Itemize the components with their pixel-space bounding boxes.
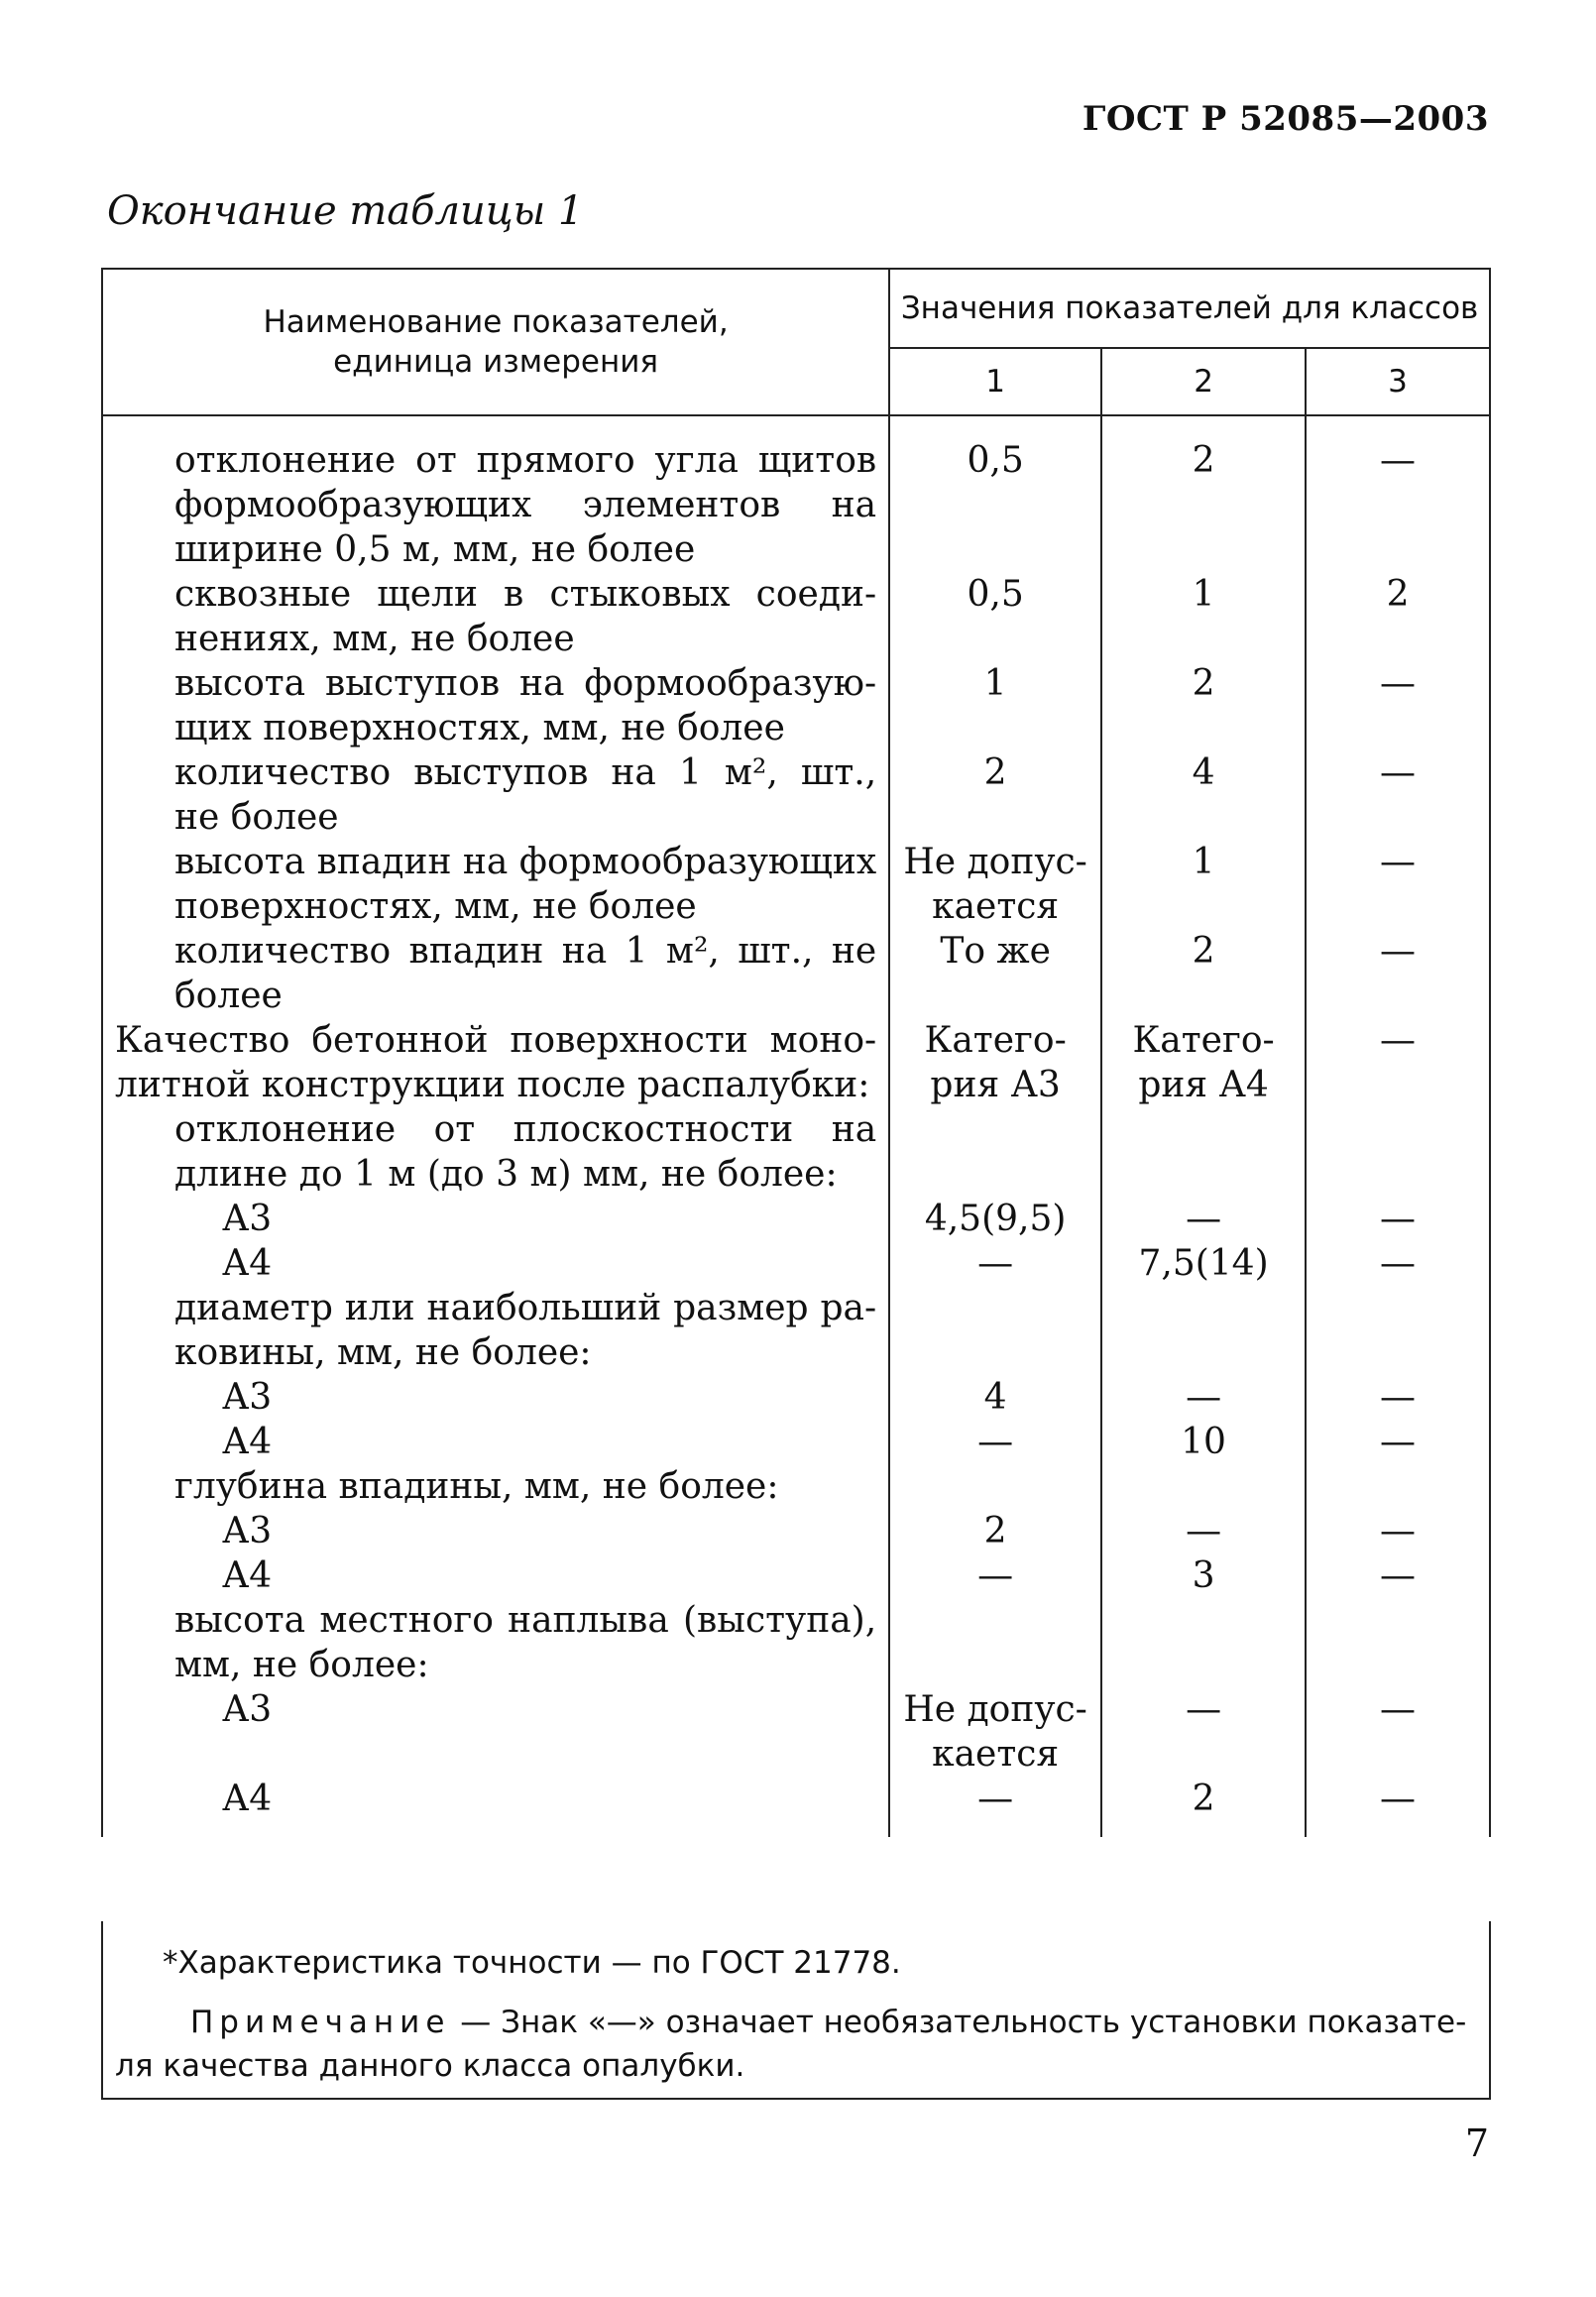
value-c1 [890,795,1100,840]
value-c1: — [977,1555,1014,1596]
value-c2 [1102,1598,1305,1643]
value-c2: 10 [1181,1422,1226,1462]
note-continuation: ля качества данного класса опалубки. [115,2048,745,2084]
value-c2: рия А4 [1138,1065,1269,1105]
value-c1: 4 [983,1377,1007,1418]
value-c3: — [1380,842,1417,882]
indicator-line: А3 [222,1199,273,1239]
value-c3: — [1380,1779,1417,1819]
value-c1: 4,5(9,5) [924,1199,1067,1239]
value-c2 [1102,1732,1305,1777]
footnote: *Характеристика точности — по ГОСТ 21778. [163,1945,901,1981]
value-c1: — [977,1422,1014,1462]
value-c2: 3 [1192,1555,1215,1596]
indicator-line: Качество бетонной поверхности моно- [115,1020,877,1061]
indicator-line: количество впадин на 1 м², шт., не [174,931,877,972]
page-number: 7 [1464,2122,1489,2165]
col-name-header-line: Наименование показателей, [263,304,729,340]
value-c1 [890,706,1100,750]
value-c3 [1307,706,1489,750]
value-c2: — [1186,1199,1222,1239]
value-c2 [1102,483,1305,527]
value-c3: 2 [1386,574,1410,615]
value-c2 [1102,1107,1305,1152]
value-c1: 1 [983,663,1007,704]
value-c2 [1102,1464,1305,1509]
value-c1 [890,617,1100,661]
indicator-line: формообразующих элементов на [174,485,877,525]
class-1-column [889,415,1101,1837]
value-c1: Не допус- [903,1689,1087,1730]
class-2-header: 2 [1101,348,1306,415]
value-c3 [1307,483,1489,527]
value-c3 [1307,1330,1489,1375]
indicator-line: глубина впадины, мм, не более: [174,1466,779,1507]
indicator-line: высота выступов на формообразую- [174,663,877,704]
indicator-line: более [174,976,283,1016]
value-c2 [1102,1330,1305,1375]
value-c3 [1307,1464,1489,1509]
value-c2 [1102,527,1305,572]
indicator-line: ковины, мм, не более: [174,1332,592,1373]
value-c1 [890,1286,1100,1330]
value-c3: — [1380,1422,1417,1462]
value-c1 [890,1598,1100,1643]
value-c1: рия А3 [930,1065,1061,1105]
indicator-line: А3 [222,1377,273,1418]
value-c1: — [977,1243,1014,1284]
table-body [102,415,1490,1837]
value-c2: 2 [1192,440,1215,481]
value-c2 [1102,706,1305,750]
value-c2: — [1186,1511,1222,1551]
document-number: ГОСТ Р 52085—2003 [1082,99,1489,139]
value-c3: — [1380,1243,1417,1284]
value-c1 [890,1464,1100,1509]
class-3-header: 3 [1306,348,1490,415]
value-c1: Не допус- [903,842,1087,882]
value-c2: 1 [1192,842,1215,882]
value-c1: 0,5 [967,574,1024,615]
value-c3 [1307,1107,1489,1152]
value-c2: Катего- [1132,1020,1275,1061]
value-c3: — [1380,752,1417,793]
value-c2 [1102,974,1305,1018]
value-c1 [890,527,1100,572]
class-3-column [1306,415,1490,1837]
indicator-line: высота местного наплыва (выступа), [174,1600,877,1641]
value-c1 [890,1152,1100,1197]
value-c1 [890,1643,1100,1687]
indicator-line: А4 [222,1422,273,1462]
indicator-line: А4 [222,1779,273,1819]
value-c3: — [1380,1377,1417,1418]
value-c3: — [1380,1689,1417,1730]
value-c3 [1307,795,1489,840]
note [190,2001,1469,2045]
value-c3 [1307,1598,1489,1643]
indicator-line: отклонение от прямого угла щитов [174,440,877,481]
indicator-line: А4 [222,1555,273,1596]
value-c3 [1307,884,1489,929]
note-text: — Знак «—» означает необязательность установки показате- [450,2005,1467,2040]
indicator-line: высота впадин на формообразующих [174,842,877,882]
value-c1: То же [940,931,1051,972]
value-c3 [1307,527,1489,572]
col-name-header-line: единица измерения [333,344,659,380]
value-c3 [1307,617,1489,661]
value-c3: — [1380,663,1417,704]
value-c3 [1307,1152,1489,1197]
indicator-line: нениях, мм, не более [174,619,575,659]
indicators-table [101,268,1491,1837]
value-c3: — [1380,1511,1417,1551]
value-c2 [1102,1286,1305,1330]
values-header: Значения показателей для классов [889,269,1490,348]
indicator-line: мм, не более: [174,1645,429,1685]
indicator-line: поверхностях, мм, не более [174,886,697,927]
value-c2: 2 [1192,663,1215,704]
value-c3: — [1380,1555,1417,1596]
indicator-line: диаметр или наибольший размер ра- [174,1288,877,1328]
notes-box [101,1921,1491,2100]
value-c2: 2 [1192,931,1215,972]
value-c1: кается [932,1734,1060,1775]
value-c1 [890,1330,1100,1375]
value-c1: Катего- [924,1020,1067,1061]
indicator-line: щих поверхностях, мм, не более [174,708,785,748]
indicator-line: А4 [222,1243,273,1284]
value-c2: 4 [1192,752,1215,793]
value-c1: кается [932,886,1060,927]
value-c3: — [1380,1199,1417,1239]
indicator-line: литной конструкции после распалубки: [115,1065,870,1105]
value-c2 [1102,1152,1305,1197]
value-c3: — [1380,931,1417,972]
value-c1: 2 [983,752,1007,793]
indicator-line [103,1732,888,1777]
value-c2: 2 [1192,1779,1215,1819]
value-c2: 1 [1192,574,1215,615]
value-c3 [1307,1732,1489,1777]
indicator-line: А3 [222,1511,273,1551]
value-c2: — [1186,1377,1222,1418]
value-c1: 2 [983,1511,1007,1551]
value-c2: 7,5(14) [1138,1243,1269,1284]
indicator-line: А3 [222,1689,273,1730]
value-c3 [1307,1286,1489,1330]
value-c1: — [977,1779,1014,1819]
note-label: Примечание [190,2005,451,2040]
table-caption: Окончание таблицы 1 [107,188,584,234]
value-c3 [1307,1063,1489,1107]
value-c2 [1102,884,1305,929]
indicator-line: сквозные щели в стыковых соеди- [174,574,877,615]
indicator-line: отклонение от плоскостности на [174,1109,877,1150]
value-c3: — [1380,440,1417,481]
value-c2 [1102,795,1305,840]
indicator-line: количество выступов на 1 м², шт., [174,752,877,793]
value-c2 [1102,1643,1305,1687]
indicator-line: не более [174,797,339,838]
value-c3 [1307,974,1489,1018]
class-2-column [1101,415,1306,1837]
indicator-line: ширине 0,5 м, мм, не более [174,529,696,570]
indicator-line: длине до 1 м (до 3 м) мм, не более: [174,1154,838,1195]
value-c2 [1102,617,1305,661]
value-c1 [890,483,1100,527]
value-c1: 0,5 [967,440,1024,481]
class-1-header: 1 [889,348,1101,415]
value-c1 [890,974,1100,1018]
col-name-header [102,269,889,415]
value-c1 [890,1107,1100,1152]
names-column [102,415,889,1837]
value-c2: — [1186,1689,1222,1730]
value-c3 [1307,1643,1489,1687]
value-c3: — [1380,1020,1417,1061]
